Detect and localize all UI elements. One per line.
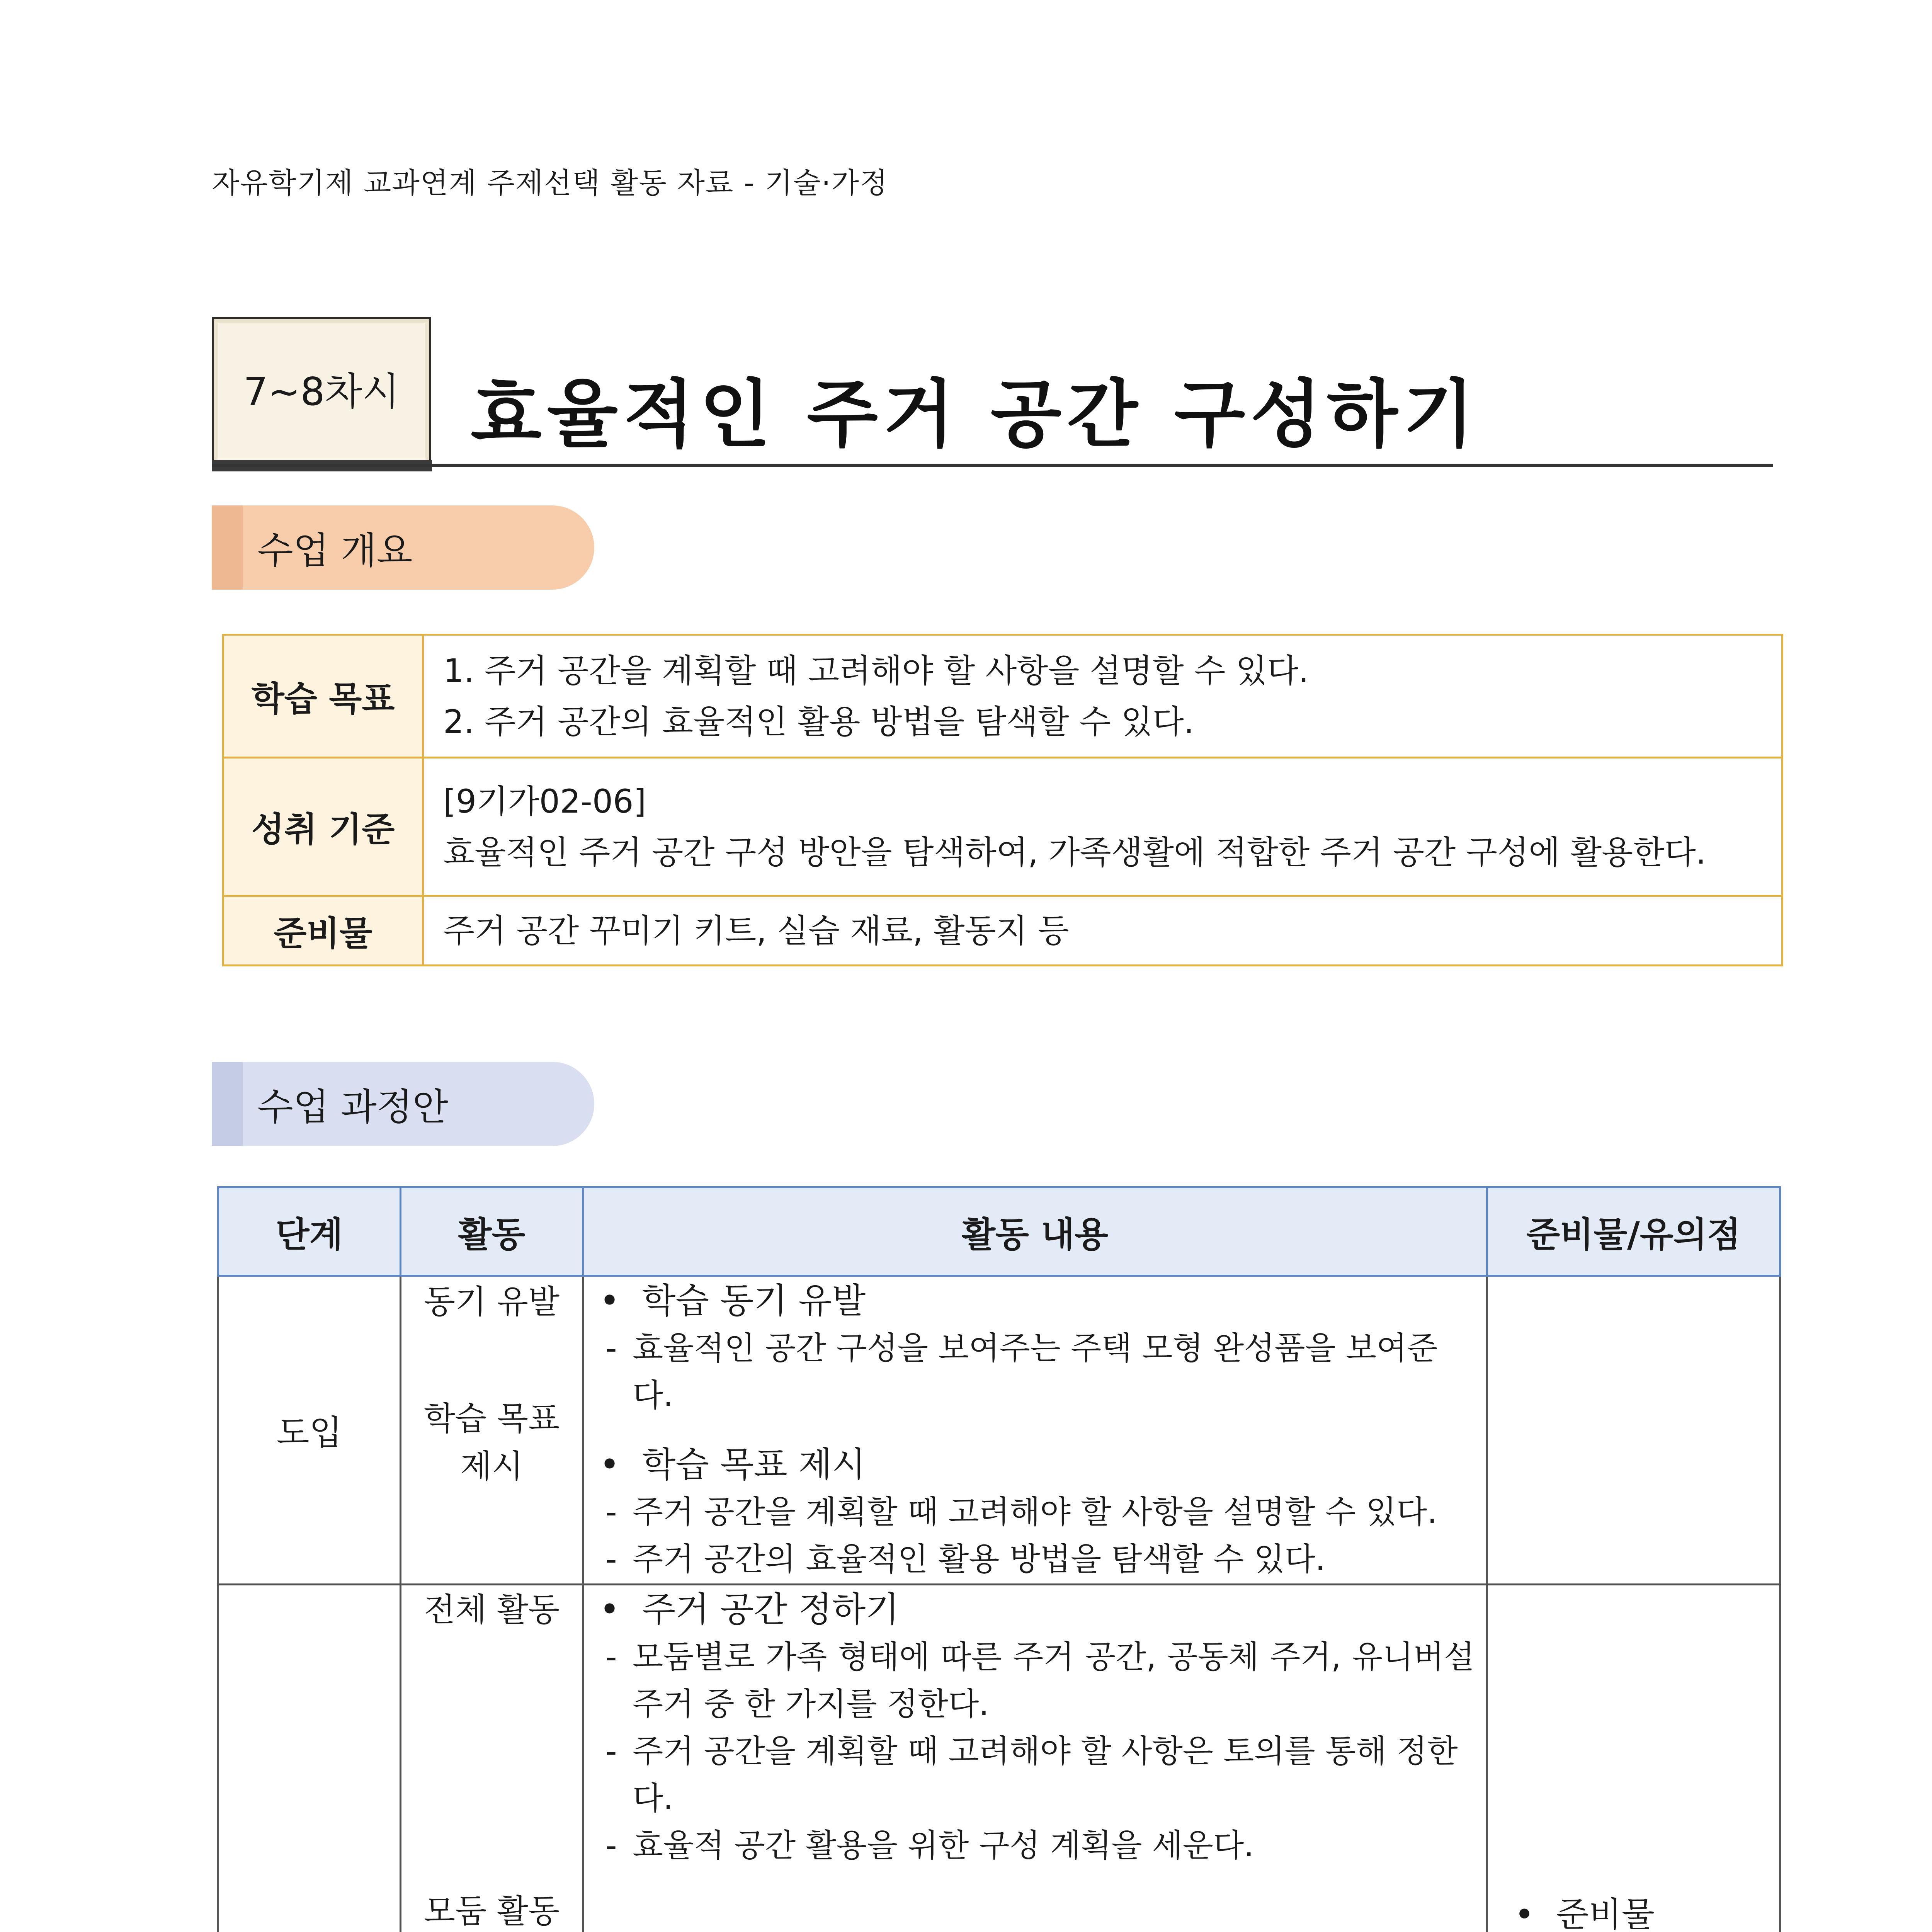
list-item: • 학습 동기 유발 — [599, 1281, 866, 1321]
column-header-content: 활동 내용 — [583, 1187, 1487, 1276]
goal-label: 학습 목표 — [223, 635, 423, 758]
list-item-text: 효율적인 공간 구성을 보여주는 주택 모형 완성품을 보여준다. — [633, 1330, 1438, 1414]
list-item: • 주거 공간 정하기 — [599, 1589, 900, 1630]
goal-item: 1. 주거 공간을 계획할 때 고려해야 할 사항을 설명할 수 있다. — [443, 651, 1309, 690]
list-item: - 주거 공간을 계획할 때 고려해야 할 사항은 토의를 통해 정한다. — [599, 1728, 1475, 1822]
section-heading-overview: 수업 개요 — [212, 505, 594, 590]
develop-content-cell — [583, 1585, 1487, 1932]
stage-intro: 도입 — [218, 1276, 401, 1585]
intro-content-cell — [583, 1276, 1487, 1585]
table-row — [218, 1585, 1780, 1932]
column-header-stage: 단계 — [218, 1187, 401, 1276]
intro-notes-cell — [1487, 1276, 1780, 1585]
overview-table — [222, 634, 1783, 966]
develop-notes-cell — [1487, 1585, 1780, 1932]
intro-activity-cell — [401, 1276, 583, 1585]
section-heading-accent — [212, 1062, 243, 1146]
activity-label: 동기 유발 — [423, 1283, 560, 1321]
materials-label: 준비물 — [223, 896, 423, 966]
list-item-text: 주거 공간을 계획할 때 고려해야 할 사항은 토의를 통해 정한다. — [633, 1733, 1458, 1817]
activity-label: 전체 활동 — [423, 1591, 560, 1629]
standard-text: 효율적인 주거 공간 구성 방안을 탐색하여, 가족생활에 적합한 주거 공간 구성에 활용한다. — [443, 833, 1706, 871]
column-header-notes: 준비물/유의점 — [1487, 1187, 1780, 1276]
running-header: 자유학기제 교과연계 주제선택 활동 자료 - 기술·가정 — [212, 167, 888, 200]
title-divider — [212, 464, 1773, 467]
materials-value: 주거 공간 꾸미기 키트, 실습 재료, 활동지 등 — [423, 896, 1782, 966]
standard-label: 성취 기준 — [223, 758, 423, 896]
column-header-activity: 활동 — [401, 1187, 583, 1276]
activity-label: 학습 목표 — [423, 1400, 560, 1437]
list-item: - 모둠별로 가족 형태에 따른 주거 공간, 공동체 주거, 유니버설 주거 중 한 가지를 정한다. — [599, 1634, 1475, 1728]
goal-item: 2. 주거 공간의 효율적인 활용 방법을 탐색할 수 있다. — [443, 702, 1194, 741]
list-item: - 주거 공간의 효율적인 활용 방법을 탐색할 수 있다. — [599, 1536, 1475, 1583]
session-label: 7~8차시 — [243, 369, 400, 414]
stage-develop — [218, 1585, 401, 1932]
list-item: - 주거 공간을 계획할 때 고려해야 할 사항을 설명할 수 있다. — [599, 1489, 1475, 1536]
bullet-heading: 주거 공간 정하기 — [642, 1589, 900, 1630]
note-heading-text: 준비물 — [1556, 1895, 1655, 1932]
bullet-heading: 학습 목표 제시 — [642, 1444, 866, 1485]
note-heading: • 준비물 — [1503, 1891, 1764, 1932]
table-row — [218, 1276, 1780, 1585]
list-item-text: 주거 공간을 계획할 때 고려해야 할 사항을 설명할 수 있다. — [633, 1494, 1437, 1531]
list-item: • 학습 목표 제시 — [599, 1444, 866, 1485]
list-item-text: 모둠별로 가족 형태에 따른 주거 공간, 공동체 주거, 유니버설 주거 중 한 가지를 정한다. — [633, 1639, 1475, 1723]
section-heading-accent — [212, 505, 243, 590]
develop-activity-cell — [401, 1585, 583, 1932]
standard-values — [423, 758, 1782, 896]
page-title: 효율적인 주거 공간 구성하기 — [471, 372, 1480, 457]
activity-label: 제시 — [460, 1447, 523, 1485]
list-item: - 효율적인 공간 구성을 보여주는 주택 모형 완성품을 보여준다. — [599, 1325, 1475, 1419]
list-item-text: 주거 공간의 효율적인 활용 방법을 탐색할 수 있다. — [633, 1541, 1325, 1578]
activity-label: 모둠 활동 — [423, 1892, 560, 1930]
list-item: - 효율적 공간 활용을 위한 구성 계획을 세운다. — [599, 1822, 1475, 1869]
standard-code: [9기가02-06] — [443, 782, 646, 820]
section-heading-plan: 수업 과정안 — [212, 1062, 594, 1146]
goal-values — [423, 635, 1782, 758]
bullet-heading: 학습 동기 유발 — [642, 1281, 866, 1321]
lesson-plan-table — [217, 1186, 1781, 1932]
list-item-text: 효율적 공간 활용을 위한 구성 계획을 세운다. — [633, 1827, 1254, 1864]
